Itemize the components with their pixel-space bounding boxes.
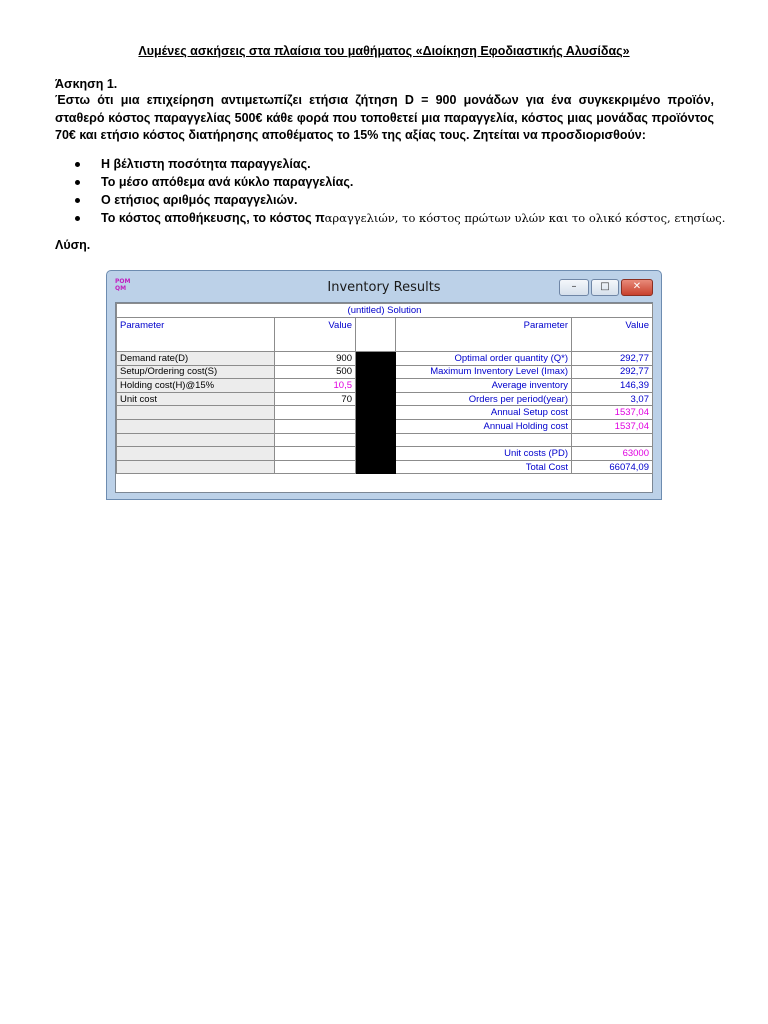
separator-cell bbox=[356, 447, 396, 461]
result-value: 292,77 bbox=[572, 352, 653, 366]
bullet-icon bbox=[75, 180, 80, 185]
result-label: Optimal order quantity (Q*) bbox=[396, 352, 572, 366]
result-value: 1537,04 bbox=[572, 406, 653, 420]
list-item bbox=[55, 173, 735, 191]
result-label: Average inventory bbox=[396, 379, 572, 393]
requirements-list bbox=[55, 155, 735, 227]
separator-cell bbox=[356, 352, 396, 366]
input-value[interactable] bbox=[275, 433, 356, 447]
input-value[interactable]: 10,5 bbox=[275, 379, 356, 393]
separator-cell bbox=[356, 419, 396, 433]
bullet-icon bbox=[75, 216, 80, 221]
inventory-results-window bbox=[106, 270, 662, 500]
list-item-text: Το μέσο απόθεμα ανά κύκλο παραγγελίας. bbox=[101, 175, 354, 189]
result-label: Annual Holding cost bbox=[396, 419, 572, 433]
header-parameter-left: Parameter bbox=[117, 318, 275, 352]
result-value: 66074,09 bbox=[572, 460, 653, 474]
input-value[interactable] bbox=[275, 406, 356, 420]
result-label: Orders per period(year) bbox=[396, 392, 572, 406]
result-label: Total Cost bbox=[396, 460, 572, 474]
input-label bbox=[117, 406, 275, 420]
table-row bbox=[117, 406, 653, 420]
table-row bbox=[117, 392, 653, 406]
input-value[interactable] bbox=[275, 419, 356, 433]
separator-cell bbox=[356, 379, 396, 393]
solution-caption: (untitled) Solution bbox=[117, 304, 653, 318]
header-value-left: Value bbox=[275, 318, 356, 352]
window-title: Inventory Results bbox=[327, 280, 441, 295]
list-item-text-normal: αραγγελιών, το κόστος πρώτων υλών και το ολικό κόστος, ετησίως. bbox=[324, 211, 726, 225]
input-value[interactable] bbox=[275, 460, 356, 474]
bullet-icon bbox=[75, 162, 80, 167]
separator-cell bbox=[356, 406, 396, 420]
input-label: Holding cost(H)@15% bbox=[117, 379, 275, 393]
table-row bbox=[117, 447, 653, 461]
result-label: Unit costs (PD) bbox=[396, 447, 572, 461]
separator-cell bbox=[356, 433, 396, 447]
header-spacer bbox=[356, 318, 396, 352]
result-value bbox=[572, 433, 653, 447]
input-value[interactable] bbox=[275, 447, 356, 461]
exercise-paragraph: Έστω ότι μια επιχείρηση αντιμετωπίζει ετήσια ζήτηση D = 900 μονάδων για ένα συγκεκριμένο προϊόν, σταθερό κόστος παραγγελίας 500€ κάθε φορά που τοποθετεί μια παραγγελία, κόστος μιας μονάδας προϊόντος 70€ και ετήσιο κόστος διατήρησης αποθέματος το 15% της αξίας τους. Ζητείται να προσδιορισθούν: bbox=[55, 93, 714, 142]
input-label: Demand rate(D) bbox=[117, 352, 275, 366]
table-row bbox=[117, 433, 653, 447]
table-row bbox=[117, 419, 653, 433]
list-item bbox=[55, 209, 735, 227]
result-value: 146,39 bbox=[572, 379, 653, 393]
results-grid bbox=[115, 302, 653, 493]
input-value[interactable]: 500 bbox=[275, 365, 356, 379]
bullet-icon bbox=[75, 198, 80, 203]
input-label bbox=[117, 419, 275, 433]
list-item-text: Ο ετήσιος αριθμός παραγγελιών. bbox=[101, 193, 298, 207]
result-label: Annual Setup cost bbox=[396, 406, 572, 420]
maximize-button[interactable]: □ bbox=[591, 279, 619, 296]
list-item-text-bold: Το κόστος αποθήκευσης, το κόστος π bbox=[101, 211, 325, 225]
input-label: Setup/Ordering cost(S) bbox=[117, 365, 275, 379]
separator-cell bbox=[356, 392, 396, 406]
solution-label: Λύση. bbox=[55, 238, 91, 252]
input-label bbox=[117, 447, 275, 461]
input-value[interactable]: 70 bbox=[275, 392, 356, 406]
list-item-text: Η βέλτιστη ποσότητα παραγγελίας. bbox=[101, 157, 311, 171]
list-item bbox=[55, 191, 735, 209]
exercise-heading: Άσκηση 1. bbox=[55, 77, 118, 91]
result-label bbox=[396, 433, 572, 447]
minimize-button[interactable]: – bbox=[559, 279, 589, 296]
result-value: 1537,04 bbox=[572, 419, 653, 433]
document-title: Λυμένες ασκήσεις στα πλαίσια του μαθήματος «Διοίκηση Εφοδιαστικής Αλυσίδας» bbox=[138, 44, 630, 58]
header-parameter-right: Parameter bbox=[396, 318, 572, 352]
close-button[interactable]: ✕ bbox=[621, 279, 653, 296]
table-row bbox=[117, 365, 653, 379]
list-item bbox=[55, 155, 735, 173]
result-value: 63000 bbox=[572, 447, 653, 461]
header-value-right: Value bbox=[572, 318, 653, 352]
result-value: 3,07 bbox=[572, 392, 653, 406]
input-label bbox=[117, 460, 275, 474]
input-label bbox=[117, 433, 275, 447]
result-value: 292,77 bbox=[572, 365, 653, 379]
separator-cell bbox=[356, 365, 396, 379]
result-label: Maximum Inventory Level (Imax) bbox=[396, 365, 572, 379]
app-logo-icon: POM QM bbox=[115, 278, 131, 292]
input-label: Unit cost bbox=[117, 392, 275, 406]
window-titlebar[interactable] bbox=[107, 271, 661, 301]
table-row bbox=[117, 460, 653, 474]
input-value[interactable]: 900 bbox=[275, 352, 356, 366]
table-row bbox=[117, 352, 653, 366]
table-row bbox=[117, 379, 653, 393]
separator-cell bbox=[356, 460, 396, 474]
